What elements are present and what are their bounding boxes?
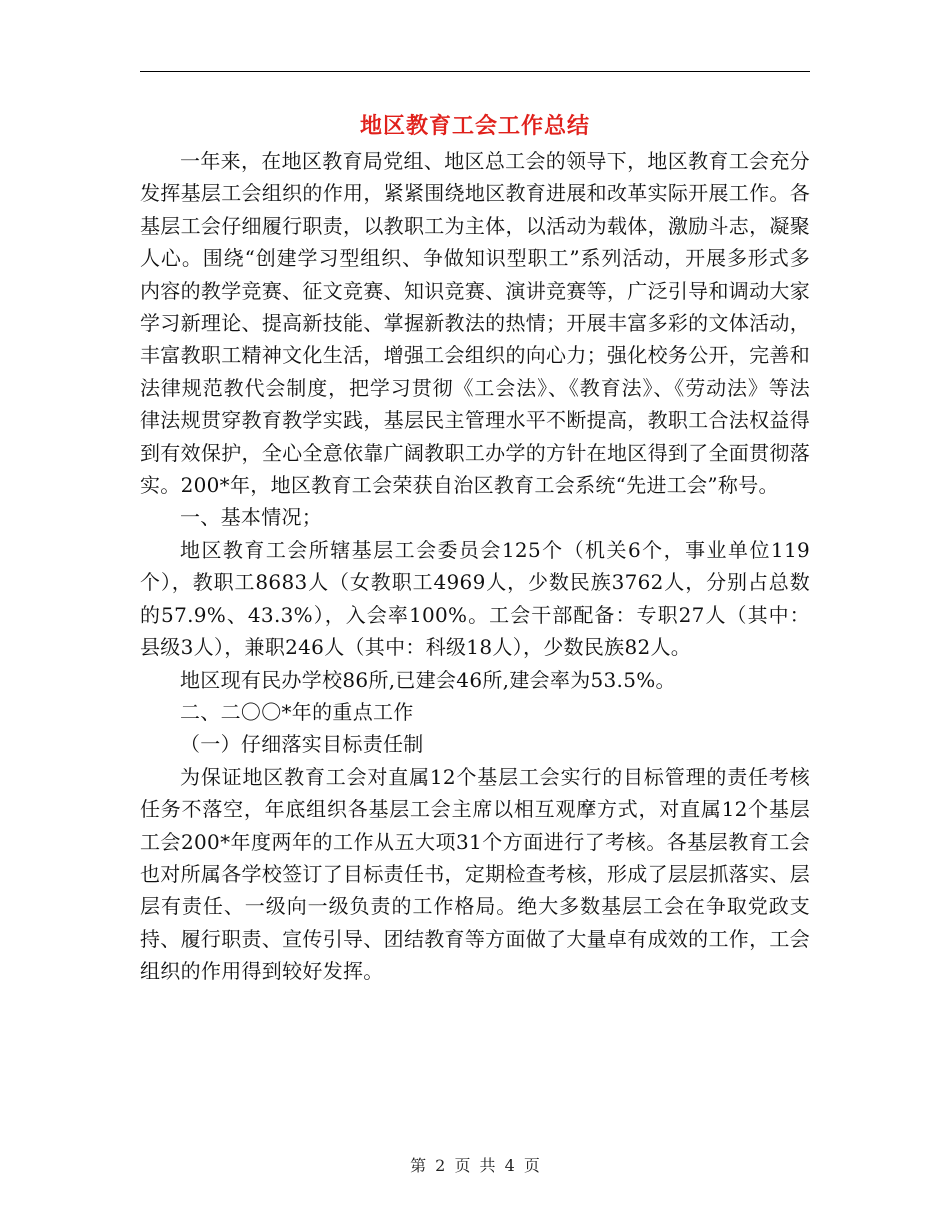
header-rule: [140, 71, 810, 72]
subsection-heading-target-responsibility: （一）仔细落实目标责任制: [180, 732, 424, 757]
document-body: [140, 145, 810, 988]
page-footer: 第 2 页 共 4 页: [410, 1156, 540, 1175]
intro-paragraph: 一年来，在地区教育局党组、地区总工会的领导下，地区教育工会充分发挥基层工会组织的作用，紧紧围绕地区教育进展和改革实际开展工作。各基层工会仔细履行职责，以教职工为主体，以活动为载体，激励斗志，凝聚人心。围绕“创建学习型组织、争做知识型职工”系列活动，开展多形式多内容的教学竞赛、征文竞赛、知识竞赛、演讲竞赛等，广泛引导和调动大家学习新理论、提高新技能、掌握新教法的热情；开展丰富多彩的文体活动，丰富教职工精神文化生活，增强工会组织的向心力；强化校务公开，完善和法律规范教代会制度，把学习贯彻《工会法》、《教育法》、《劳动法》等法律法规贯穿教育教学实践，基层民主管理水平不断提高，教职工合法权益得到有效保护，全心全意依靠广阔教职工办学的方针在地区得到了全面贯彻落实。200*年，地区教育工会荣获自治区教育工会系统“先进工会”称号。: [140, 149, 810, 498]
document-title: 地区教育工会工作总结: [359, 113, 590, 139]
basic-situation-paragraph: 地区教育工会所辖基层工会委员会125个（机关6个，事业单位119个），教职工8683人（女教职工4969人，少数民族3762人，分别占总数的57.9%、43.3%），入会率100%。工会干部配备：专职27人（其中：县级3人），兼职246人（其中：科级18人），少数民族82人。: [140, 537, 810, 660]
section-heading-key-work: 二、二〇〇*年的重点工作: [180, 699, 414, 724]
target-responsibility-paragraph: 为保证地区教育工会对直属12个基层工会实行的目标管理的责任考核任务不落空，年底组织各基层工会主席以相互观摩方式，对直属12个基层工会200*年度两年的工作从五大项31个方面进行了考核。各基层教育工会也对所属各学校签订了目标责任书，定期检查考核，形成了层层抓落实、层层有责任、一级向一级负责的工作格局。绝大多数基层工会在争取党政支持、履行职责、宣传引导、团结教育等方面做了大量卓有成效的工作，工会组织的作用得到较好发挥。: [140, 764, 810, 984]
section-heading-basic-situation: 一、基本情况；: [180, 505, 323, 530]
private-schools-paragraph: 地区现有民办学校86所,已建会46所,建会率为53.5%。: [180, 667, 676, 692]
